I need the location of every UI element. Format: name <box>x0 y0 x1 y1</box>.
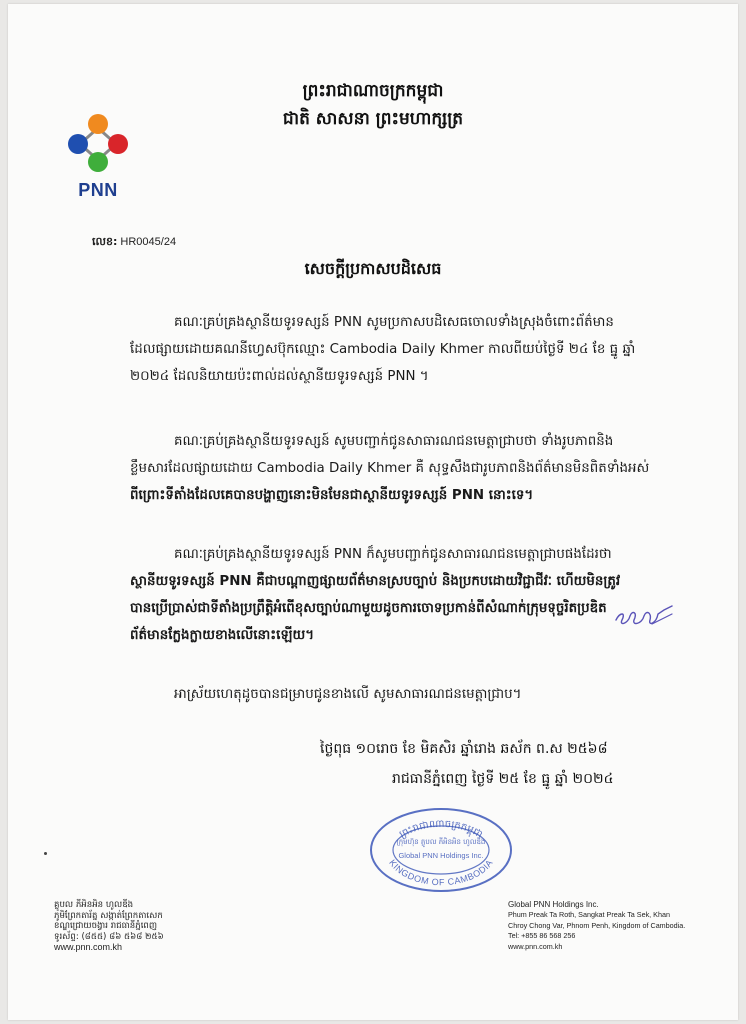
paragraph-line: ដែលផ្សាយដោយគណនីហ្វេសប៊ុកឈ្មោះ Cambodia Daily Khmer កាលពីយប់ថ្ងៃទី ២៤ ខែ ធ្នូ ឆ្នាំ <box>130 342 636 357</box>
paragraph-line: ខ្លឹមសារដែលផ្សាយដោយ Cambodia Daily Khmer គឺ សុទ្ធសឹងជារូបភាពនិងព័ត៌មានមិនពិតទាំងអស់ <box>130 461 650 476</box>
footer-phone: Tel: +855 86 568 256 <box>508 931 576 941</box>
footer-address-line: Phum Preak Ta Roth, Sangkat Preak Ta Sek, Khan <box>508 910 670 920</box>
handwritten-signature <box>612 602 676 630</box>
paragraph-line: គណៈគ្រប់គ្រងស្ថានីយទូរទស្សន៍ PNN ក៏សូមបញ្ជាក់ជូនសាធារណជនមេត្តាជ្រាបផងដែរថា <box>174 547 612 562</box>
paragraph-line: ស្ថានីយទូរទស្សន៍ PNN គឺជាបណ្តាញផ្សាយព័ត៌មានស្របច្បាប់ និងប្រកបដោយវិជ្ជាជីវៈ ហើយមិនត្រូវ <box>130 574 621 589</box>
footer-website: www.pnn.com.kh <box>508 941 563 951</box>
logo-wordmark: PNN <box>78 180 118 200</box>
reference-label: លេខ: <box>92 235 118 248</box>
nation-motto: ជាតិ សាសនា ព្រះមហាក្សត្រ <box>282 109 464 129</box>
footer-address-line: ខណ្ឌជ្រោយចង្វារ រាជធានីភ្នំពេញ <box>54 921 158 932</box>
document-title: សេចក្តីប្រកាសបដិសេធ <box>304 259 442 278</box>
reference-number <box>92 235 176 251</box>
footer-address-line: ភូមិព្រែកតារ័ត្ន សង្កាត់ព្រែកតាសេក <box>54 910 163 921</box>
reference-value: HR0045/24 <box>120 236 177 248</box>
paragraph-1 <box>130 309 690 390</box>
ink-dot <box>44 852 47 855</box>
footer-address-english <box>508 900 685 952</box>
lunar-date: ថ្ងៃពុធ ១០រោច ខែ មិគសិរ ឆ្នាំរោង ឆស័ក ព.ស ២៥៦៨ <box>320 741 608 757</box>
seal-top-text: ព្រះរាជាណាចក្រកម្ពុជា <box>397 818 485 841</box>
kingdom-title: ព្រះរាជាណាចក្រកម្ពុជា <box>302 81 444 101</box>
paragraph-line: ២០២៤ ដែលនិយាយប៉ះពាល់ដល់ស្ថានីយទូរទស្សន៍ PNN ។ <box>130 369 429 384</box>
paragraph-line: គណៈគ្រប់គ្រងស្ថានីយទូរទស្សន៍ សូមបញ្ជាក់ជូនសាធារណជនមេត្តាជ្រាបថា ទាំងរូបភាពនិង <box>174 434 614 449</box>
footer-address-khmer <box>54 900 164 953</box>
paragraph-3 <box>130 541 690 649</box>
footer-address-line: Chroy Chong Var, Phnom Penh, Kingdom of Cambodia. <box>508 920 686 930</box>
paragraph-line: បានប្រើប្រាស់ជាទីតាំងប្រព្រឹត្តិអំពើខុសច្បាប់ណាមួយដូចការចោទប្រកាន់ពីសំណាក់ក្រុមទុច្ចរិតប្រឌិត <box>130 601 607 616</box>
footer-company-kh: គ្លូបល ភីអិនអិន ហូលឌីង <box>54 900 134 910</box>
seal-company-kh: ក្រុមហ៊ុន គ្លូបល ភីអិនអិន ហូលឌីង <box>396 838 486 846</box>
seal-company-en: Global PNN Holdings Inc. <box>398 851 484 860</box>
closing-paragraph <box>174 681 734 708</box>
solar-date: រាជធានីភ្នំពេញ ថ្ងៃទី ២៥ ខែ ធ្នូ ឆ្នាំ ២០២៤ <box>392 771 614 787</box>
footer-phone: ទូរស័ព្ទ: (៨៥៥) ៨៦ ៥៦៨ ២៥៦ <box>54 931 164 942</box>
footer-website: www.pnn.com.kh <box>54 942 123 953</box>
paragraph-line: គណៈគ្រប់គ្រងស្ថានីយទូរទស្សន៍ PNN សូមប្រកាសបដិសេធចោលទាំងស្រុងចំពោះព័ត៌មាន <box>174 315 614 330</box>
paragraph-line: ព័ត៌មានក្លែងក្លាយខាងលើនោះឡើយ។ <box>130 628 315 643</box>
seal-bottom-text: KINGDOM OF CAMBODIA <box>387 857 495 888</box>
company-seal <box>368 806 514 894</box>
footer-company-en: Global PNN Holdings Inc. <box>508 900 599 909</box>
svg-text:KINGDOM OF CAMBODIA <box>387 858 495 888</box>
letter-page <box>8 4 738 1020</box>
paragraph-line: អាស្រ័យហេតុដូចបានជម្រាបជូនខាងលើ សូមសាធារណជនមេត្តាជ្រាប។ <box>174 687 522 702</box>
paragraph-line: ពីព្រោះទីតាំងដែលគេបានបង្ហាញនោះមិនមែនជាស្ថានីយទូរទស្សន៍ PNN នោះទេ។ <box>130 488 534 503</box>
paragraph-2 <box>130 428 690 509</box>
